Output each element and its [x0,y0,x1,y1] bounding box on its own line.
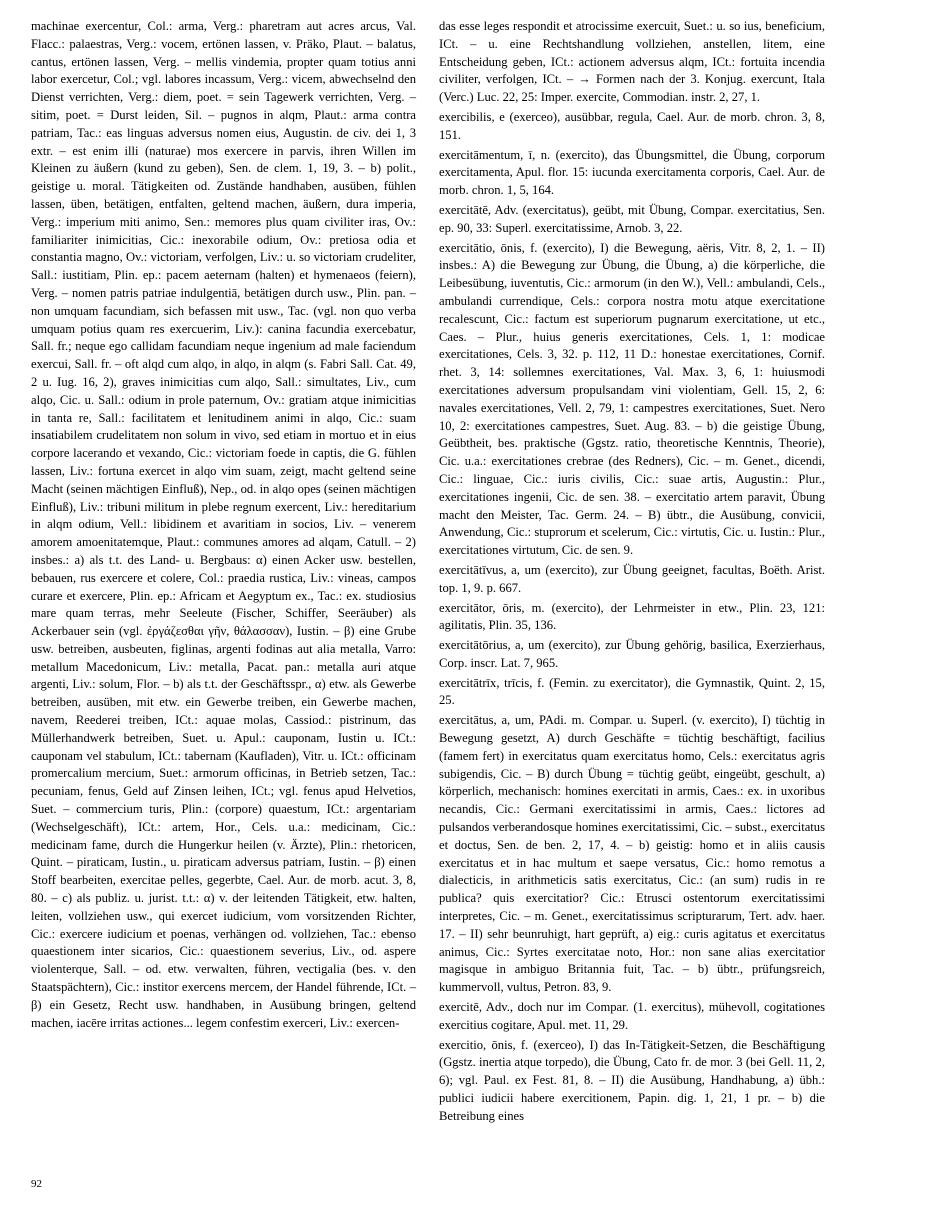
entry-exercitio: exercitio, ōnis, f. (exerceo), I) das In-Tätigkeit-Setzen, die Beschäftigung (Ggstz. inertia atque torpedo), die Übung, Cato fr. de mor. 3 (bei Gell. 11, 2, 6); vgl. Paul. ex Fest. 81, 8. – II) die Ausübung, Handhabung, a) übh.: publici iudicii habere exercitionem, Papin. dig. 1, 21, 1 pr. – b) die Betreibung eines [439,1037,825,1123]
entry-exercitamentum: exercitāmentum, ī, n. (exercito), das Übungsmittel, die Übung, corporum exercitamenta, Apul. flor. 15: iucunda exercitamenta corporis, Cael. Aur. de morb. chron. 1, 5, 164. [439,147,825,198]
left-column [31,18,416,1032]
entry-exercitativus: exercitātīvus, a, um (exercito), zur Übung geeignet, facultas, Boëth. Arist. top. 1, 9. p. 667. [439,562,825,595]
entry-exercitatus: exercitātus, a, um, PAdi. m. Compar. u. Superl. (v. exercito), I) tüchtig in Bewegung gesetzt, A) durch Geschäfte = tüchtig beschäftigt, facilius (famem fert) in exercitatus quam exercitatus homo, Cels.: exercitatus agris subigendis, Cic. – B) durch Übung = tüchtig geübt, eingeübt, geschult, a) körperlich, mechanisch: homines exercitati in armis, Caes.: ex. in uxoribus necandis, Cic.: Germani exercitatissimi in armis, Caes.: lictores ad pulsandos verberandosque homines exercitatissimi, Cic. – subst., exercitatus et doctus, Sen. de ben. 2, 17, 4. – b) geistig: homo et in aliis causis exercitatus et in hac multum et saepe versatus, Cic.: homo remotus a dialecticis, in arithmeticis satis exercitatus, Cic.: (an sum) rudis in re publica? quis exercitatior? Cic.: Etrusci ostentorum exercitatissimi interpretes, Cic. – m. Genet., exercitatissimus scripturarum, Tert. adv. haer. 17. – II) sehr beunruhigt, hart geprüft, a) eig.: curis agitatus et exercitatus animus, Cic.: Syrtes exercitatae noto, Hor.: non sane alias exercitatior magisque in ambiguo Britannia fuit, Tac. – b) übtr., prüfungsreich, kummervoll, vultus, Petron. 83, 9. [439,713,825,995]
entry-exercitatio: exercitātio, ōnis, f. (exercito), I) die Bewegung, aëris, Vitr. 8, 2, 1. – II) insbes.: A) die Bewegung zur Übung, die Übung, a) die körperliche, die Leibesübung, iuventutis, Cic.: armorum (in den W.), Vell.: ambulandi, Cels., ambulandi currendique, Cels.: corpora nostra motu atque exercitatione recalescunt, Cic.: factum est superiorum pugnarum exercitatione, ut etc., Caes. – Plur., huius generis exercitationes, Cels. 1, 1: modicae exercitationes, Cels. 3, 32. p. 112, 11 D.: honestae exercitationes, Cornif. rhet. 3, 14: sollemnes exercitationes, Val. Max. 3, 6, 1: huiusmodi exercitationes adversum propulsandam vini violentiam, Gell. 15, 2, 6: navales exercitationes, Vell. 2, 79, 1: campestres exercitationes, Suet. Nero 10, 2: exercitationes campestres, Suet. Aug. 83. – b) die geistige Übung, Geübtheit, bes. praktische (Ggstz. ratio, theoretische Kenntnis, Theorie), Cic. u.a.: exercitationes crebrae (des Redners), Cic. – m. Genet., dicendi, Cic.: linguae, Cic.: iuris civilis, Cic.: suae artis, Augustin.: Plur., exercitationes ingenii, Cic. de sen. 38. – exercitatio artem paravit, Übung macht den Meister, Tac. Germ. 24. – B) übtr., die Ausübung, convicii, Anwendung, Cic.: stuprorum et scelerum, Cic.: virtutis, Cic. u. Iustin.: Plur., exercitationes virtutum, Cic. de sen. 9. [439,240,825,558]
page-number: 92 [31,1178,42,1190]
left-paragraph: machinae exercentur, Col.: arma, Verg.: pharetram aut acres arcus, Val. Flacc.: palaestras, Verg.: vocem, ertönen lassen, v. Präko, Plaut. – balatus, cantus, ertönen lassen, Verg. – mellis vindemia, propter quam totius anni labor exercetur, Col.; vgl. labores incassum, Verg.: vicem, abwechselnd den Dienst verrichten, Verg.: diem, poet. = sein Tagewerk verrichten, Verg. – sitim, poet. = Durst leiden, Sil. – pugnos in alqm, Plaut.: arma contra patriam, Tac.: eas linguas adversus nomen eius, Augustin. de civ. dei 1, 3 extr. – est enim illi (naturae) mos exercere in parvis, ihren Willen im Kleinen zu äußern (kund zu geben), Sen. de clem. 1, 19, 3. – b) polit., geistige u. moral. Tätigkeiten od. Zustände handhaben, ausüben, fühlen lassen, üben, betätigen, entfalten, geltend machen, äußern, dura imperia, Verg.: imperium miti animo, Sen.: memores plus quam civiliter iras, Ov.: familiariter inimicitias, Cic.: inexorabile odium, Ov.: pretiosa odia et constantia magno, Ov.: victoriam, verfolgen, Liv.: u. so victoriam crudeliter, Sall.: iustitiam, Plin. ep.: pacem aeternam (halten) et hymenaeos (feiern), Verg. – nomen patris patriae indulgentiā, betätigen durch usw., Plin. pan. – non umquam facundiam, sich befassen mit usw., Tac. (vgl. non quo verba umquam potius quam res exercuerim, Liv.): canina facundia exercebatur, Sall. fr.; neque ego callidam facundiam neque ingenium ad male faciendum exercui, Sall. fr. – oft alqd cum alqo, in alqo, in alqm (s. Fabri Sall. Cat. 49, 2 u. Iug. 16, 2), graves inimicitias cum alqo, Sall.: simultates, Liv., cum alqo, Cic. u. Sall.: odium in prole paternum, Ov.: gratiam atque inimicitias in tanta re, Sall.: facilitatem et lenitudinem animi in alqo, Cic.: suam insatiabilem crudelitatem non solum in vivo, sed etiam in mortuo et in eius corpore lacerando et vexando, Cic.: victoriam foede in captis, die G. fühlen lassen, Liv.: fortuna exercet in alqo vim suam, zeigt, macht geltend seine Macht (seinen mächtigen Einfluß), Nep., od. in alqo opes (seinen mächtigen Einfluß), Liv.: tribuni militum in plebe regnum exercent, Liv.: hereditarium in alqm odium, Vell.: libidinem et avaritiam in socios, Liv. – venerem amorem amoenitatemque, Plaut.: communes amores ad alqam, Catull. – 2) insbes.: a) als t.t. des Land- u. Bergbaus: α) einen Acker usw. bestellen, bebauen, rus exercere et colere, Col.: praedia rustica, Liv.: vineas, campos curare et exercere, Plin. ep.: Africam et Aegyptum ex., Tac.: ex. studiosius mare quam terras, mehr Seeleute (Fischer, Schiffer, Seeräuber) als Ackerbauer sein (vgl. ἐργάζεσθαι γῆν, θάλασσαν), Iustin. – β) eine Grube usw. betreiben, ausbeuten, figlinas, argenti fodinas aut alia metalla, Varro: metallum Macedonicum, Liv.: metalla, Pacat. pan.: metalla auri atque argenti, Liv.: solum, Flor. – b) als t.t. der Geschäftsspr., α) etw. als Gewerbe betreiben, ausüben, mit etw. ein Gewerbe treiben, ein Gewerbe machen, navem, Reederei treiben, ICt.: aquae molas, Cassiod.: pistrinum, das Müllerhandwerk betreiben, Suet. u. Apul.: cauponam, Iustin u. ICt.: cauponam vel stabulum, ICt.: tabernam (Kaufladen), Vitr. u. ICt.: officinam promercalium mercium, Suet.: armorum officinas, in Betrieb setzen, Tac.: pecuniam, fenus, Geld auf Zinsen leihen, ICt.; vgl. fenus apud Helvetios, Suet. – commercium turis, Plin.: (corpore) quaestum, ICt.: argentariam (Wechselgeschäft), ICt.: artem, Hor., Cels. u.a.: medicinam, Cic.: medicinam fame, durch die Hungerkur heilen (v. Ärzte), Plin.: rhetoricen, Quint. – piraticam, Iustin., u. piraticam adversus patriam, Iustin. – β) einen Stoff bearbeiten, exercitae pelles, gegerbte, Cael. Aur. de morb. acut. 3, 8, 80. – c) als publiz. u. jurist. t.t.: α) v. der leitenden Tätigkeit, etw. halten, leiten, vollziehen usw., qui exercet iudicium, vom vorsitzenden Richter, Cic.: exercere iudicium et poenas, verhängen od. vollziehen, Tac.: ebenso quaestionem inter sicarios, Cic.: quaestionem severius, Liv., od. aspere violenterque, Sall. – od. etw. verwalten, führen, vectigalia (bes. v. den Staatspächtern), Cic.: institor exercens mercem, der Handel führende, ICt. – β) ein Gesetz, Recht usw. handhaben, in Ausübung bringen, geltend machen, iacēre irritas actiones... legem confestim exerceri, Liv.: exercen- [31,19,416,1030]
entry-exercitatorius: exercitātōrius, a, um (exercito), zur Übung gehörig, basilica, Exerzierhaus, Corp. inscr. Lat. 7, 965. [439,638,825,670]
entry-exercibilis: exercibilis, e (exerceo), ausübbar, regula, Cael. Aur. de morb. chron. 3, 8, 151. [439,109,825,142]
entry-continuation: das esse leges respondit et atrocissime exercuit, Suet.: u. so ius, beneficium, ICt. – u. eine Rechtshandlung vollziehen, anstellen, litem, eine Entscheidung geben, ICt.: actionem adversus alqm, ICt.: fortuita incendia civiliter, verfolgen, ICt. – → Formen nach der 3. Konjug. exercunt, Itala (Verc.) Luc. 22, 25: Imper. exercite, Commodian. instr. 2, 27, 1. [439,19,825,105]
entry-exercitate: exercitātē, Adv. (exercitatus), geübt, mit Übung, Compar. exercitatius, Sen. ep. 90, 33: Superl. exercitatissime, Arnob. 3, 22. [439,202,825,235]
entry-exercite: exercitē, Adv., doch nur im Compar. (1. exercitus), mühevoll, cogitationes exercitius cogitare, Apul. met. 11, 29. [439,1000,825,1032]
entry-exercitator: exercitātor, ōris, m. (exercito), der Lehrmeister in etw., Plin. 23, 121: agilitatis, Plin. 35, 136. [439,600,825,633]
right-column [439,18,825,1128]
entry-exercitatrix: exercitātrīx, trīcis, f. (Femin. zu exercitator), die Gymnastik, Quint. 2, 15, 25. [439,675,825,708]
